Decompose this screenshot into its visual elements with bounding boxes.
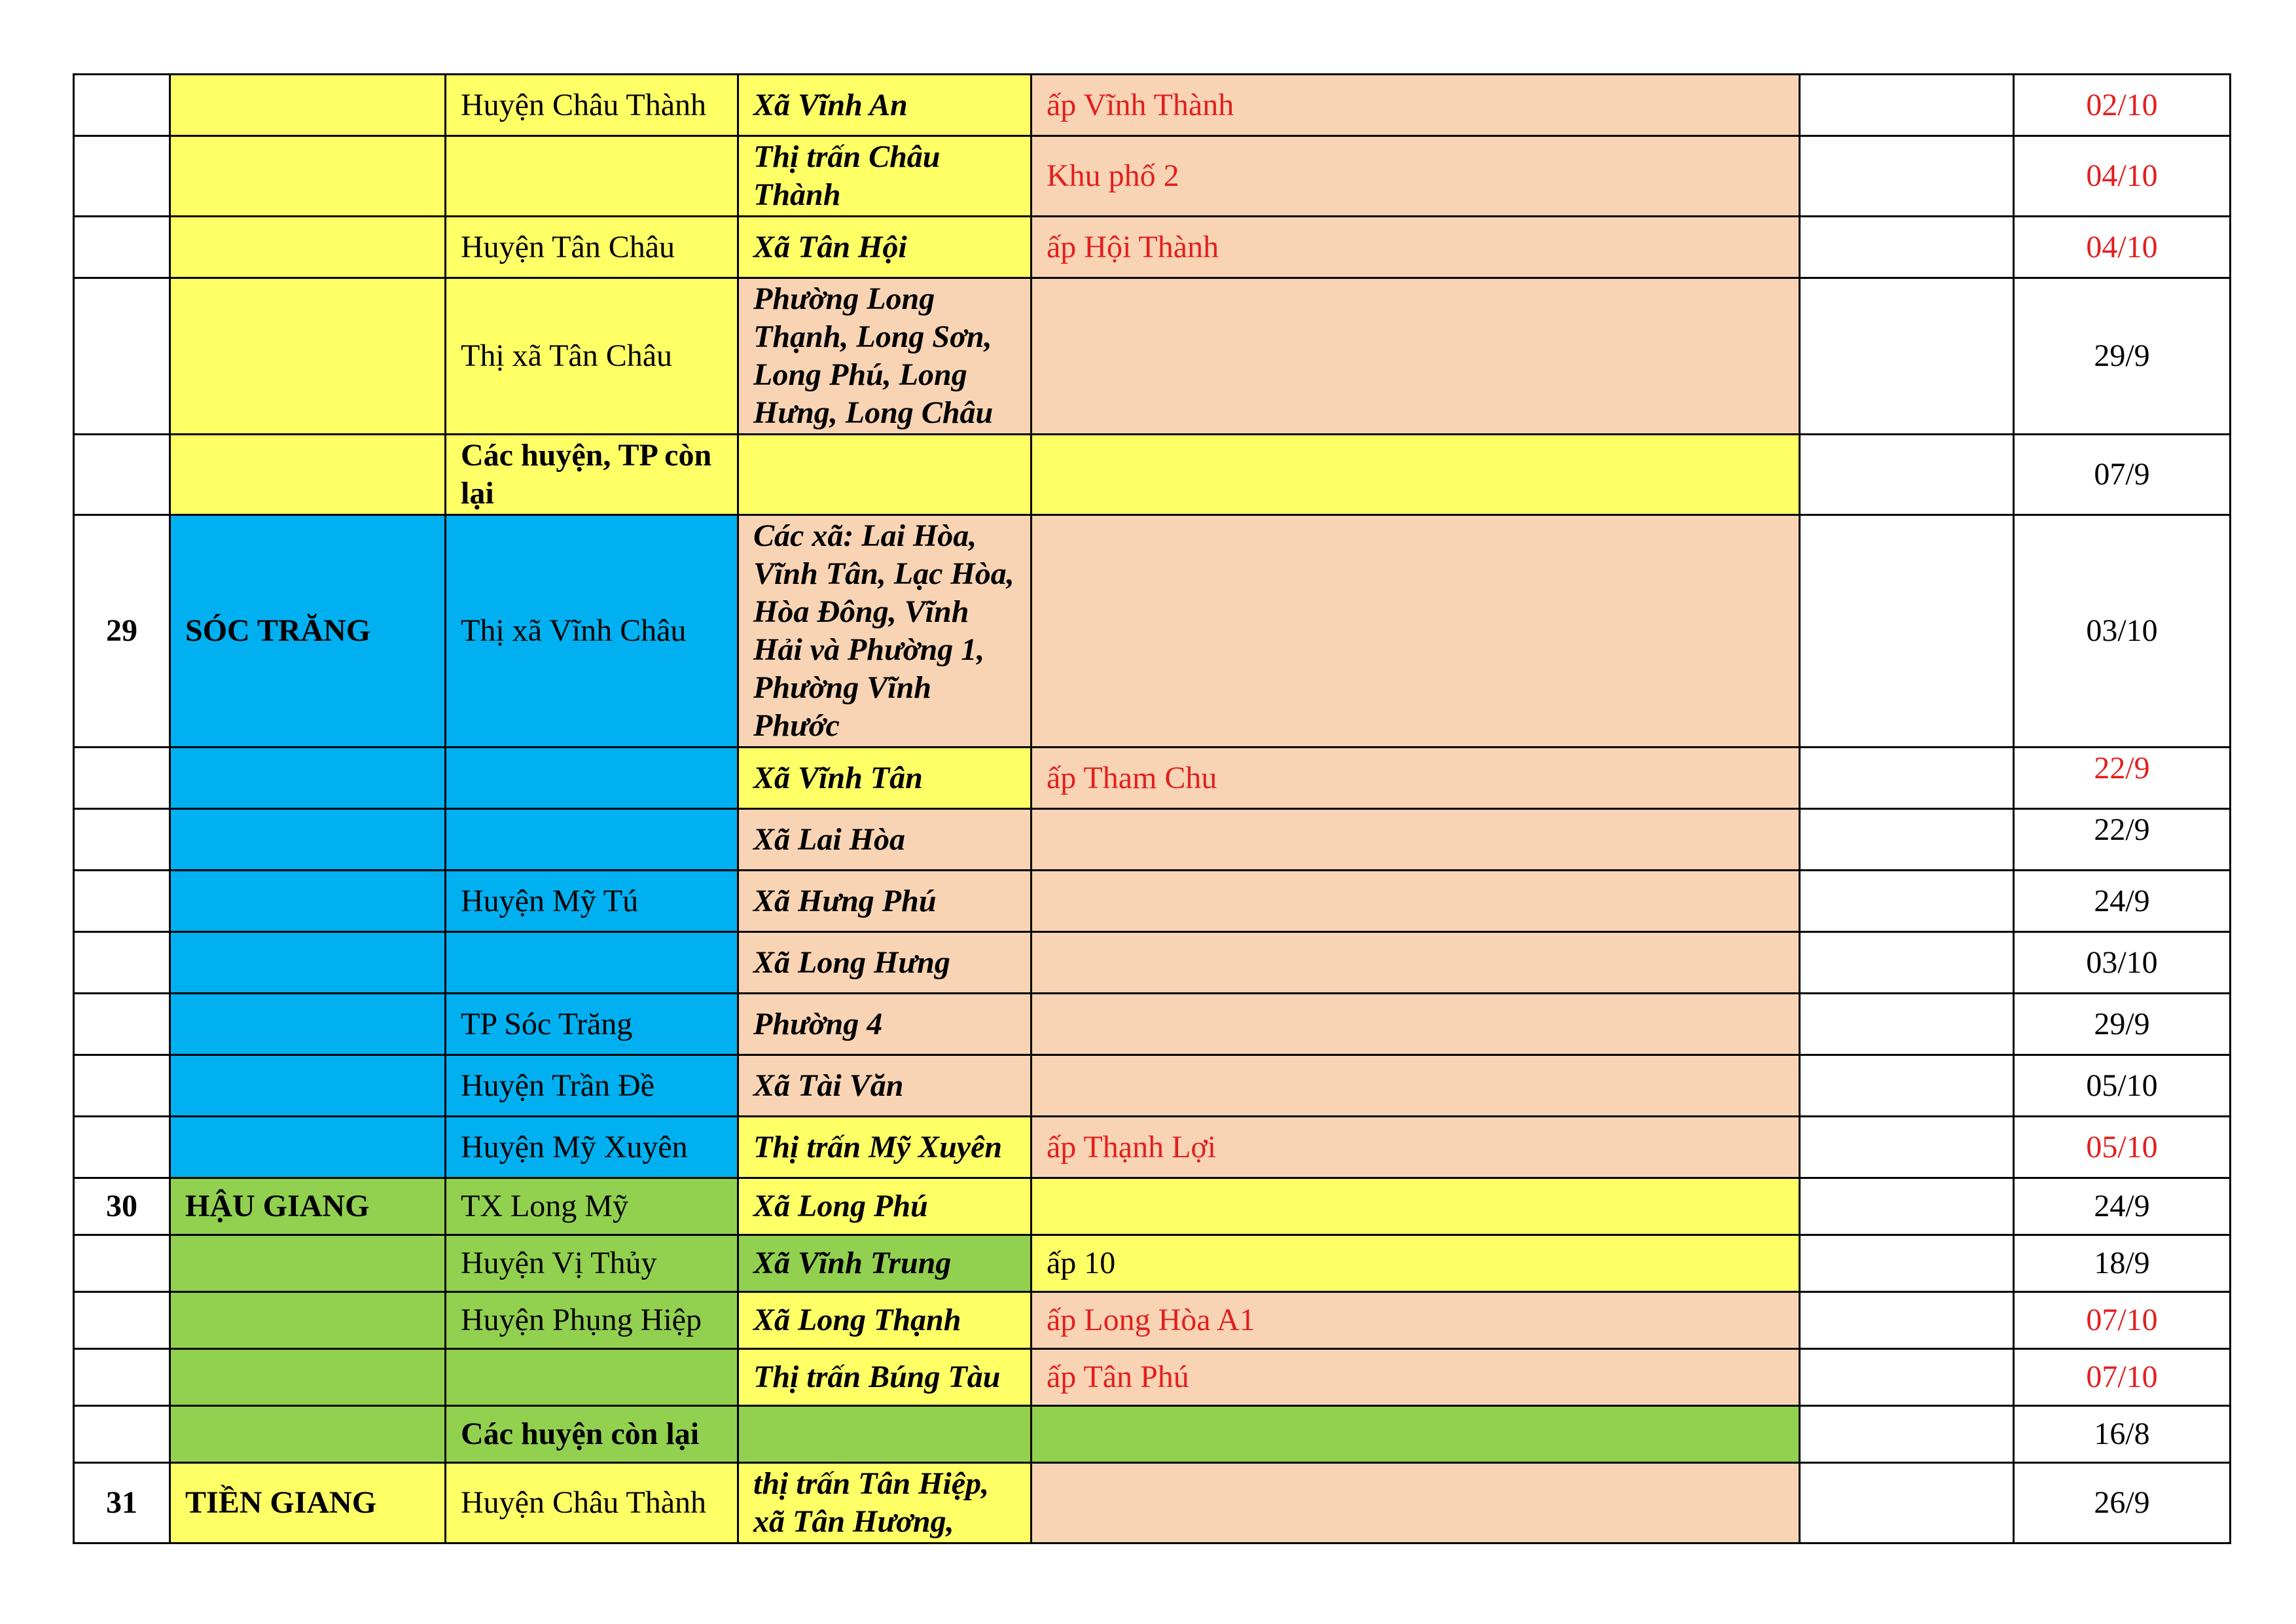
cell-hamlet bbox=[1031, 515, 1800, 748]
cell-district: Các huyện, TP còn lại bbox=[446, 435, 738, 515]
table-row bbox=[74, 1178, 2231, 1235]
table-row bbox=[74, 1235, 2231, 1292]
table-row bbox=[74, 435, 2231, 515]
cell-blank bbox=[1800, 1055, 2014, 1117]
table-row bbox=[74, 809, 2231, 871]
cell-hamlet bbox=[1031, 1178, 1800, 1235]
cell-number: 29 bbox=[74, 515, 170, 748]
cell-district: Huyện Mỹ Xuyên bbox=[446, 1117, 738, 1178]
cell-number bbox=[74, 1349, 170, 1406]
cell-province bbox=[170, 435, 446, 515]
cell-number bbox=[74, 932, 170, 994]
cell-province bbox=[170, 278, 446, 435]
cell-date: 29/9 bbox=[2014, 994, 2231, 1055]
cell-hamlet bbox=[1031, 871, 1800, 932]
cell-province bbox=[170, 1349, 446, 1406]
cell-commune: thị trấn Tân Hiệp, xã Tân Hương, bbox=[738, 1463, 1031, 1543]
cell-district: Huyện Châu Thành bbox=[446, 1463, 738, 1543]
table-row bbox=[74, 278, 2231, 435]
table-row bbox=[74, 217, 2231, 278]
cell-province bbox=[170, 748, 446, 809]
cell-commune bbox=[738, 435, 1031, 515]
table-row bbox=[74, 1292, 2231, 1349]
table-row bbox=[74, 136, 2231, 217]
cell-blank bbox=[1800, 75, 2014, 136]
cell-date: 24/9 bbox=[2014, 871, 2231, 932]
cell-province bbox=[170, 1235, 446, 1292]
cell-commune: Xã Tài Văn bbox=[738, 1055, 1031, 1117]
cell-province bbox=[170, 994, 446, 1055]
cell-hamlet: ấp Vĩnh Thành bbox=[1031, 75, 1800, 136]
cell-province bbox=[170, 1055, 446, 1117]
cell-commune: Xã Hưng Phú bbox=[738, 871, 1031, 932]
cell-blank bbox=[1800, 994, 2014, 1055]
cell-province: TIỀN GIANG bbox=[170, 1463, 446, 1543]
table-row bbox=[74, 515, 2231, 748]
cell-district: Huyện Vị Thủy bbox=[446, 1235, 738, 1292]
cell-hamlet bbox=[1031, 1055, 1800, 1117]
cell-date: 03/10 bbox=[2014, 515, 2231, 748]
cell-number bbox=[74, 435, 170, 515]
cell-district: Huyện Trần Đề bbox=[446, 1055, 738, 1117]
cell-district bbox=[446, 932, 738, 994]
cell-district: TP Sóc Trăng bbox=[446, 994, 738, 1055]
cell-district: Các huyện còn lại bbox=[446, 1406, 738, 1463]
cell-hamlet: ấp Hội Thành bbox=[1031, 217, 1800, 278]
cell-province bbox=[170, 871, 446, 932]
cell-district: Huyện Phụng Hiệp bbox=[446, 1292, 738, 1349]
cell-commune bbox=[738, 1406, 1031, 1463]
cell-date: 04/10 bbox=[2014, 217, 2231, 278]
cell-number bbox=[74, 1117, 170, 1178]
cell-number bbox=[74, 1235, 170, 1292]
cell-blank bbox=[1800, 515, 2014, 748]
cell-province bbox=[170, 1292, 446, 1349]
cell-district: Thị xã Vĩnh Châu bbox=[446, 515, 738, 748]
table-row bbox=[74, 75, 2231, 136]
cell-district: Huyện Mỹ Tú bbox=[446, 871, 738, 932]
table-row bbox=[74, 1349, 2231, 1406]
cell-date: 22/9 bbox=[2014, 809, 2231, 871]
cell-number bbox=[74, 1292, 170, 1349]
table-row bbox=[74, 1406, 2231, 1463]
cell-hamlet: ấp 10 bbox=[1031, 1235, 1800, 1292]
cell-blank bbox=[1800, 1292, 2014, 1349]
cell-hamlet bbox=[1031, 1463, 1800, 1543]
cell-date: 05/10 bbox=[2014, 1117, 2231, 1178]
cell-commune: Các xã: Lai Hòa, Vĩnh Tân, Lạc Hòa, Hòa Đông, Vĩnh Hải và Phường 1, Phường Vĩnh Phước bbox=[738, 515, 1031, 748]
cell-commune: Thị trấn Mỹ Xuyên bbox=[738, 1117, 1031, 1178]
cell-district: Thị xã Tân Châu bbox=[446, 278, 738, 435]
cell-hamlet bbox=[1031, 435, 1800, 515]
cell-date: 29/9 bbox=[2014, 278, 2231, 435]
cell-hamlet bbox=[1031, 809, 1800, 871]
cell-date: 18/9 bbox=[2014, 1235, 2231, 1292]
cell-blank bbox=[1800, 217, 2014, 278]
table-row bbox=[74, 994, 2231, 1055]
cell-commune: Xã Vĩnh Trung bbox=[738, 1235, 1031, 1292]
table-row bbox=[74, 1463, 2231, 1543]
cell-province: SÓC TRĂNG bbox=[170, 515, 446, 748]
cell-commune: Xã Long Thạnh bbox=[738, 1292, 1031, 1349]
cell-date: 04/10 bbox=[2014, 136, 2231, 217]
cell-blank bbox=[1800, 136, 2014, 217]
cell-number bbox=[74, 1055, 170, 1117]
cell-number bbox=[74, 994, 170, 1055]
cell-number bbox=[74, 217, 170, 278]
cell-commune: Phường 4 bbox=[738, 994, 1031, 1055]
cell-blank bbox=[1800, 748, 2014, 809]
cell-district bbox=[446, 748, 738, 809]
table-row bbox=[74, 748, 2231, 809]
cell-number: 31 bbox=[74, 1463, 170, 1543]
cell-commune: Thị trấn Châu Thành bbox=[738, 136, 1031, 217]
cell-hamlet bbox=[1031, 278, 1800, 435]
table-row bbox=[74, 1055, 2231, 1117]
cell-hamlet bbox=[1031, 1406, 1800, 1463]
cell-hamlet bbox=[1031, 932, 1800, 994]
cell-commune: Xã Long Phú bbox=[738, 1178, 1031, 1235]
cell-district: Huyện Châu Thành bbox=[446, 75, 738, 136]
cell-commune: Xã Long Hưng bbox=[738, 932, 1031, 994]
cell-date: 02/10 bbox=[2014, 75, 2231, 136]
cell-blank bbox=[1800, 1117, 2014, 1178]
cell-date: 07/10 bbox=[2014, 1292, 2231, 1349]
cell-date: 24/9 bbox=[2014, 1178, 2231, 1235]
cell-commune: Xã Vĩnh An bbox=[738, 75, 1031, 136]
cell-commune: Xã Lai Hòa bbox=[738, 809, 1031, 871]
cell-province bbox=[170, 1117, 446, 1178]
cell-province bbox=[170, 932, 446, 994]
cell-blank bbox=[1800, 1349, 2014, 1406]
cell-hamlet: ấp Tham Chu bbox=[1031, 748, 1800, 809]
cell-date: 16/8 bbox=[2014, 1406, 2231, 1463]
cell-hamlet: ấp Tân Phú bbox=[1031, 1349, 1800, 1406]
cell-number bbox=[74, 748, 170, 809]
cell-blank bbox=[1800, 435, 2014, 515]
cell-blank bbox=[1800, 809, 2014, 871]
cell-hamlet bbox=[1031, 994, 1800, 1055]
table-row bbox=[74, 932, 2231, 994]
cell-district: Huyện Tân Châu bbox=[446, 217, 738, 278]
cell-province: HẬU GIANG bbox=[170, 1178, 446, 1235]
cell-blank bbox=[1800, 1406, 2014, 1463]
table-body bbox=[74, 75, 2231, 1543]
cell-date: 07/10 bbox=[2014, 1349, 2231, 1406]
cell-blank bbox=[1800, 278, 2014, 435]
cell-province bbox=[170, 217, 446, 278]
cell-blank bbox=[1800, 1235, 2014, 1292]
cell-date: 22/9 bbox=[2014, 748, 2231, 809]
outbreak-area-table bbox=[73, 73, 2231, 1544]
cell-province bbox=[170, 136, 446, 217]
cell-hamlet: ấp Thạnh Lợi bbox=[1031, 1117, 1800, 1178]
cell-date: 07/9 bbox=[2014, 435, 2231, 515]
cell-commune: Xã Tân Hội bbox=[738, 217, 1031, 278]
cell-number bbox=[74, 278, 170, 435]
cell-district: TX Long Mỹ bbox=[446, 1178, 738, 1235]
cell-blank bbox=[1800, 871, 2014, 932]
cell-number bbox=[74, 75, 170, 136]
cell-commune: Thị trấn Búng Tàu bbox=[738, 1349, 1031, 1406]
cell-date: 05/10 bbox=[2014, 1055, 2231, 1117]
cell-number bbox=[74, 809, 170, 871]
cell-blank bbox=[1800, 932, 2014, 994]
cell-blank bbox=[1800, 1463, 2014, 1543]
cell-commune: Phường Long Thạnh, Long Sơn, Long Phú, Long Hưng, Long Châu bbox=[738, 278, 1031, 435]
cell-date: 26/9 bbox=[2014, 1463, 2231, 1543]
cell-number bbox=[74, 1406, 170, 1463]
cell-district bbox=[446, 136, 738, 217]
cell-number bbox=[74, 871, 170, 932]
cell-province bbox=[170, 1406, 446, 1463]
cell-commune: Xã Vĩnh Tân bbox=[738, 748, 1031, 809]
cell-date: 03/10 bbox=[2014, 932, 2231, 994]
table-row bbox=[74, 871, 2231, 932]
cell-province bbox=[170, 75, 446, 136]
cell-hamlet: ấp Long Hòa A1 bbox=[1031, 1292, 1800, 1349]
cell-number: 30 bbox=[74, 1178, 170, 1235]
cell-district bbox=[446, 1349, 738, 1406]
cell-number bbox=[74, 136, 170, 217]
table-row bbox=[74, 1117, 2231, 1178]
cell-blank bbox=[1800, 1178, 2014, 1235]
cell-province bbox=[170, 809, 446, 871]
cell-hamlet: Khu phố 2 bbox=[1031, 136, 1800, 217]
cell-district bbox=[446, 809, 738, 871]
